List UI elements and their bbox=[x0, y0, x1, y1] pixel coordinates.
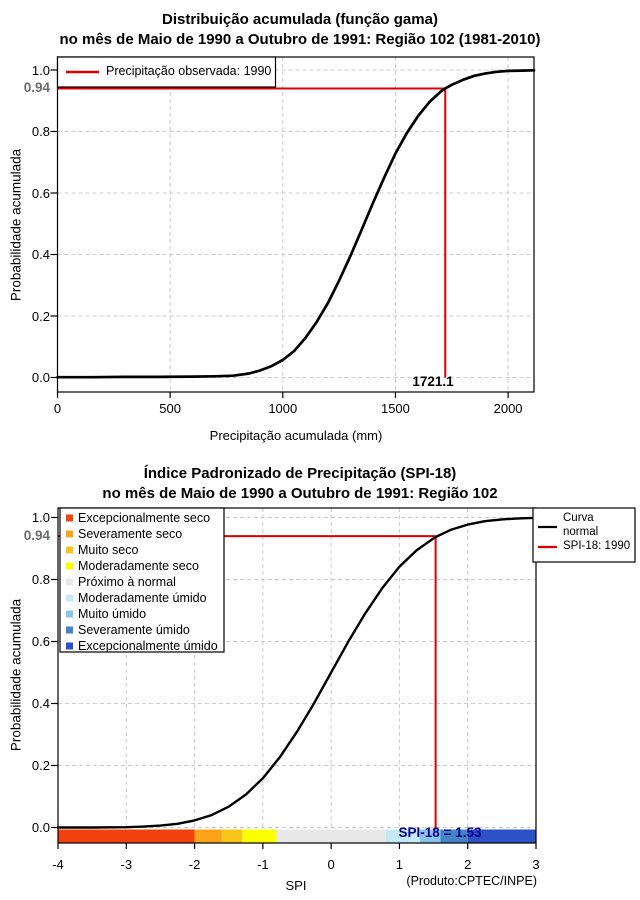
spi-class-swatch bbox=[66, 563, 73, 570]
spi-class-label: Muito seco bbox=[78, 542, 139, 557]
x-tick-label: 1 bbox=[395, 857, 404, 872]
spi-class-swatch bbox=[66, 595, 73, 602]
spi-class-swatch bbox=[66, 547, 73, 554]
spi-category-bar-segment bbox=[195, 830, 222, 844]
y-tick-label: 0.0 bbox=[31, 820, 50, 835]
spi-class-label: Moderadamente seco bbox=[78, 558, 199, 573]
line-legend-normal-label: normal bbox=[563, 526, 599, 538]
x-tick-label: -2 bbox=[188, 857, 201, 872]
y-tick-label: 0.4 bbox=[31, 247, 50, 262]
x-tick-label: 2 bbox=[464, 857, 472, 872]
chart1-x-axis-label: Precipitação acumulada (mm) bbox=[209, 428, 383, 443]
x-tick-label: -3 bbox=[120, 857, 133, 872]
chart1-observed-probability-annotation: 0.94 bbox=[23, 80, 50, 95]
x-tick-label: 1000 bbox=[268, 401, 298, 416]
spi-class-label: Próximo à normal bbox=[78, 574, 176, 589]
x-tick-label: 0 bbox=[327, 857, 335, 872]
y-tick-label: 0.4 bbox=[31, 696, 50, 711]
chart2-observed-probability-annotation: 0.94 bbox=[23, 528, 50, 543]
spi-class-swatch bbox=[66, 579, 73, 586]
x-tick-label: -4 bbox=[52, 857, 64, 872]
product-credit-label: (Produto:CPTEC/INPE) bbox=[406, 874, 537, 888]
x-tick-label: 2000 bbox=[493, 401, 523, 416]
spi-category-bar-segment bbox=[58, 830, 195, 844]
chart1-y-axis-label: Probabilidade acumulada bbox=[8, 148, 24, 302]
spi-cdf-chart bbox=[0, 455, 640, 900]
spi-class-label: Muito úmido bbox=[78, 606, 147, 621]
chart1-legend-label: Precipitação observada: 1990 bbox=[106, 64, 272, 78]
x-tick-label: 0 bbox=[53, 401, 62, 416]
spi-class-swatch bbox=[66, 531, 73, 538]
y-tick-label: 0.8 bbox=[31, 572, 50, 587]
spi-category-bar-segment bbox=[242, 830, 276, 844]
y-tick-label: 0.8 bbox=[31, 124, 50, 139]
chart2-y-axis-label: Probabilidade acumulada bbox=[8, 598, 24, 752]
spi-class-label: Severamente úmido bbox=[78, 622, 190, 637]
chart2-title: Índice Padronizado de Precipitação (SPI-18) bbox=[143, 465, 457, 482]
spi-class-label: Severamente seco bbox=[78, 526, 183, 541]
spi-class-swatch bbox=[66, 627, 73, 634]
plot-frame bbox=[58, 57, 535, 392]
x-tick-label: 3 bbox=[532, 857, 540, 872]
chart1-title: Distribuição acumulada (função gama) bbox=[162, 11, 438, 28]
x-tick-label: -1 bbox=[257, 857, 269, 872]
line-legend-curva-label: Curva bbox=[563, 512, 594, 524]
spi-class-label: Excepcionalmente úmido bbox=[78, 638, 218, 653]
spi-value-annotation: SPI-18 = 1.53 bbox=[398, 825, 482, 840]
x-tick-label: 1500 bbox=[380, 401, 410, 416]
y-tick-label: 1.0 bbox=[31, 510, 50, 525]
y-tick-label: 0.6 bbox=[31, 634, 50, 649]
spi-class-label: Moderadamente úmido bbox=[78, 590, 207, 605]
x-tick-label: 500 bbox=[159, 401, 181, 416]
chart2-subtitle: no mês de Maio de 1990 a Outubro de 1991: Região 102 bbox=[102, 485, 498, 502]
chart1-observed-precipitation-annotation: 1721.1 bbox=[412, 374, 454, 389]
spi-class-swatch bbox=[66, 611, 73, 618]
spi-category-bar-segment bbox=[222, 830, 242, 844]
chart1-subtitle: no mês de Maio de 1990 a Outubro de 1991: Região 102 (1981-2010) bbox=[59, 31, 541, 48]
cdf-curve bbox=[58, 70, 535, 377]
chart2-x-axis-label: SPI bbox=[285, 878, 307, 893]
y-tick-label: 1.0 bbox=[31, 62, 50, 78]
spi-class-swatch bbox=[66, 643, 73, 650]
y-tick-label: 0.2 bbox=[31, 758, 50, 773]
y-tick-label: 0.0 bbox=[31, 370, 50, 385]
y-tick-label: 0.2 bbox=[31, 308, 50, 324]
line-legend-spi-label: SPI-18: 1990 bbox=[563, 540, 631, 552]
spi-class-swatch bbox=[66, 515, 73, 522]
y-tick-label: 0.6 bbox=[31, 185, 50, 201]
spi-class-label: Excepcionalmente seco bbox=[78, 510, 211, 525]
